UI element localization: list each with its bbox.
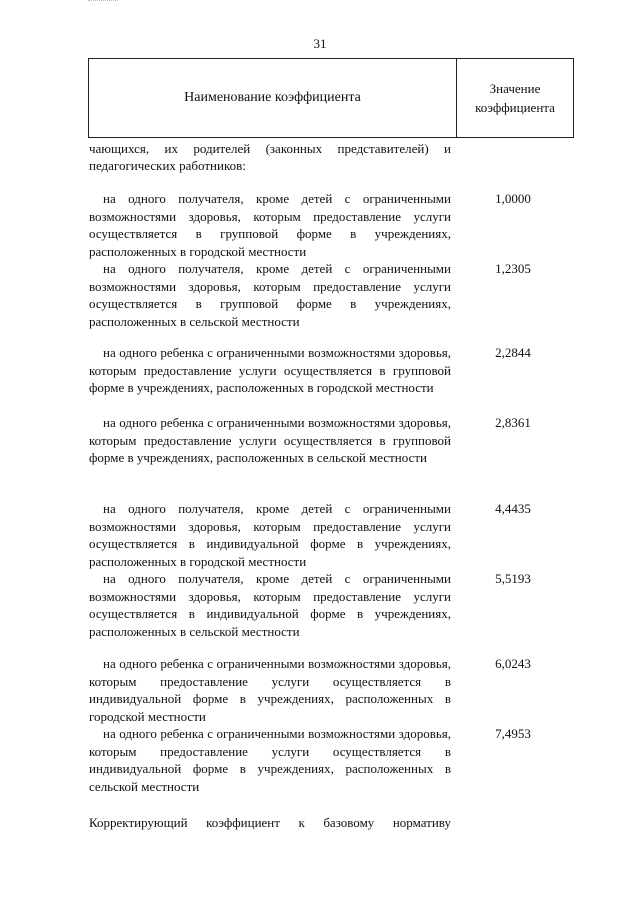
coefficient-description: на одного получателя, кроме детей с ограниченными возможностями здоровья, которым предоставление услуги осуществляется в индивидуальной форме в учреждениях, расположенных в городской местности (89, 501, 451, 569)
coefficient-row (89, 260, 569, 330)
footer-text: Корректирующий коэффициент к базовому нормативу (89, 815, 451, 830)
coefficient-description: на одного получателя, кроме детей с ограниченными возможностями здоровья, которым предоставление услуги осуществляется в групповой форме в учреждениях, расположенных в сельской местности (89, 261, 451, 329)
coefficient-description: на одного ребенка с ограниченными возможностями здоровья, которым предоставление услуги осуществляется в групповой форме в учреждениях, расположенных в сельской местности (89, 415, 451, 465)
scan-mark (88, 0, 118, 3)
coefficient-description: на одного ребенка с ограниченными возможностями здоровья, которым предоставление услуги осуществляется в индивидуальной форме в учреждениях, расположенных в сельской местности (89, 726, 451, 794)
intro-text: чающихся, их родителей (законных представителей) и педагогических работников: (89, 141, 451, 173)
coefficient-value: 4,4435 (495, 501, 531, 516)
coefficient-row (89, 344, 569, 397)
coefficient-row (89, 725, 569, 795)
coefficient-value: 1,2305 (495, 261, 531, 276)
coefficient-description: на одного ребенка с ограниченными возможностями здоровья, которым предоставление услуги осуществляется в групповой форме в учреждениях, расположенных в городской местности (89, 345, 451, 395)
header-value-cell: Значение коэффициента (475, 81, 555, 115)
coefficient-row (89, 655, 569, 725)
coefficient-value: 1,0000 (495, 191, 531, 206)
coefficient-description: на одного ребенка с ограниченными возможностями здоровья, которым предоставление услуги осуществляется в индивидуальной форме в учреждениях, расположенных в городской местности (89, 656, 451, 724)
coefficient-row (89, 414, 569, 467)
page-number: 31 (313, 36, 327, 51)
coefficient-row (89, 570, 569, 640)
coefficient-value: 6,0243 (495, 656, 531, 671)
coefficient-value: 7,4953 (495, 726, 531, 741)
coefficient-value: 2,8361 (495, 415, 531, 430)
table-header (88, 58, 574, 138)
coefficient-value: 5,5193 (495, 571, 531, 586)
coefficient-value: 2,2844 (495, 345, 531, 360)
coefficient-description: на одного получателя, кроме детей с ограниченными возможностями здоровья, которым предоставление услуги осуществляется в индивидуальной форме в учреждениях, расположенных в сельской местности (89, 571, 451, 639)
coefficient-row (89, 500, 569, 570)
coefficient-description: на одного получателя, кроме детей с ограниченными возможностями здоровья, которым предоставление услуги осуществляется в групповой форме в учреждениях, расположенных в городской местности (89, 191, 451, 259)
coefficient-row (89, 190, 569, 260)
header-name-cell: Наименование коэффициента (89, 59, 457, 137)
